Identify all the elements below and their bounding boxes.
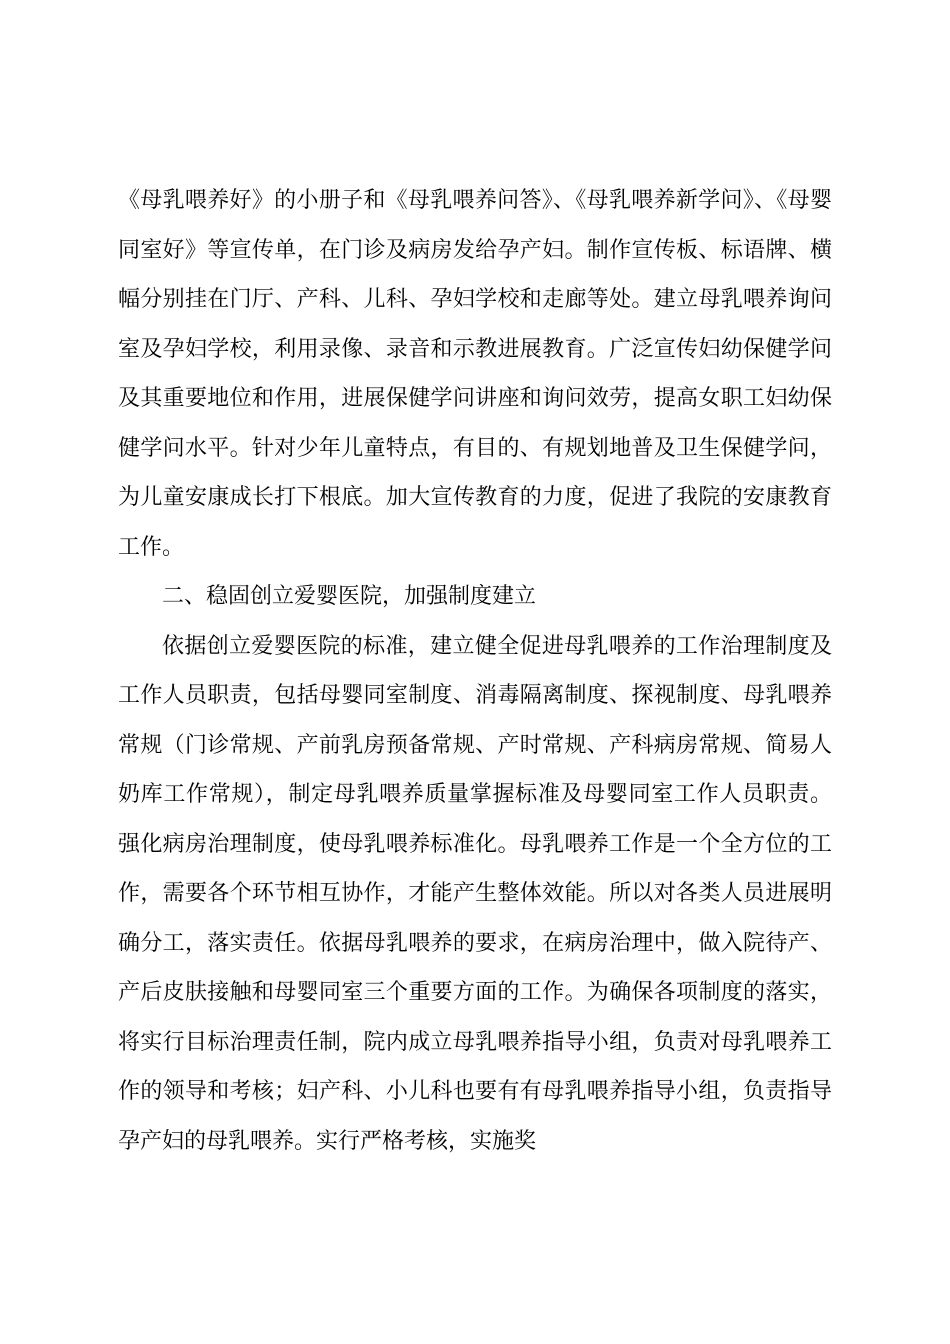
section-heading: 二、稳固创立爱婴医院，加强制度建立 [162, 584, 537, 609]
body-paragraph-continued: 《母乳喂养好》的小册子和《母乳喂养问答》、《母乳喂养新学问》、《母婴同室好》等宣传单，在门诊及病房发给孕产妇。制作宣传板、标语牌、横幅分别挂在门厅、产科、儿科、孕妇学校和走廊等处。建立母乳喂养询问室及孕妇学校，利用录像、录音和示教进展教育。广泛宣传妇幼保健学问及其重要地位和作用，进展保健学问讲座和询问效劳，提高女职工妇幼保健学问水平。针对少年儿童特点，有目的、有规划地普及卫生保健学问，为儿童安康成长打下根底。加大宣传教育的力度，促进了我院的安康教育工作。 [118, 188, 832, 560]
body-paragraph: 依据创立爱婴医院的标准，建立健全促进母乳喂养的工作治理制度及工作人员职责，包括母婴同室制度、消毒隔离制度、探视制度、母乳喂养常规（门诊常规、产前乳房预备常规、产时常规、产科病房常规、简易人奶库工作常规），制定母乳喂养质量掌握标准及母婴同室工作人员职责。强化病房治理制度，使母乳喂养标准化。母乳喂养工作是一个全方位的工作，需要各个环节相互协作，才能产生整体效能。所以对各类人员进展明确分工，落实责任。依据母乳喂养的要求，在病房治理中，做入院待产、产后皮肤接触和母婴同室三个重要方面的工作。为确保各项制度的落实，将实行目标治理责任制，院内成立母乳喂养指导小组，负责对母乳喂养工作的领导和考核；妇产科、小儿科也要有有母乳喂养指导小组，负责指导孕产妇的母乳喂养。实行严格考核，实施奖 [118, 633, 832, 1154]
document-page [118, 176, 832, 1166]
